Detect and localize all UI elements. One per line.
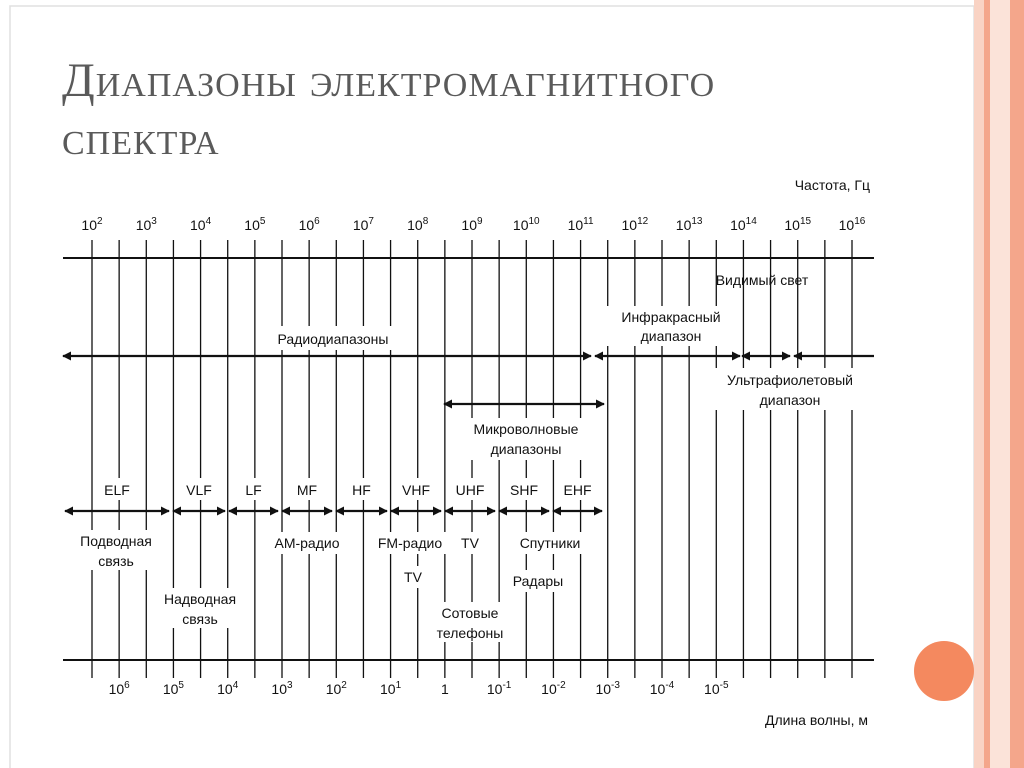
band-label-elf: ELF (104, 482, 130, 498)
frequency-tick-10-9: $10^9$ (461, 216, 483, 233)
wavelength-tick-labels (109, 680, 729, 697)
wavelength-tick-10-4: $10^4$ (217, 680, 239, 697)
microwave-label-line-1: Микроволновые (473, 421, 579, 437)
wavelength-tick-10--3: $10^{-3}$ (595, 680, 620, 697)
frequency-tick-10-2: $10^2$ (81, 216, 103, 233)
infrared-label-line-2: диапазон (640, 328, 702, 344)
wavelength-tick-1-0: 1 (440, 681, 449, 697)
radars-label: Радары (512, 573, 564, 589)
tv-lower-label: TV (404, 569, 422, 585)
wavelength-tick-10--5: $10^{-5}$ (704, 680, 729, 697)
am-radio-label: AM-радио (274, 535, 340, 551)
wavelength-tick-10-1: $10^1$ (380, 680, 402, 697)
underwater-comm-line-2: связь (98, 553, 134, 569)
frequency-tick-labels (81, 216, 865, 233)
wavelength-tick-10-3: $10^3$ (271, 680, 293, 697)
frequency-tick-10-14: $10^{14}$ (730, 216, 757, 233)
band-label-hf: HF (352, 482, 371, 498)
application-labels (64, 530, 594, 642)
wavelength-tick-10-2: $10^2$ (325, 680, 347, 697)
band-label-vlf: VLF (186, 482, 212, 498)
wavelength-axis-label: Длина волны, м (764, 712, 868, 728)
band-label-ehf: EHF (563, 482, 592, 498)
frequency-tick-10-3: $10^3$ (135, 216, 157, 233)
wavelength-tick-10--4: $10^{-4}$ (649, 680, 675, 697)
band-labels (97, 478, 598, 500)
frequency-tick-10-10: $10^{10}$ (512, 216, 540, 233)
frequency-tick-10-6: $10^6$ (298, 216, 320, 233)
frequency-tick-10-7: $10^7$ (352, 216, 374, 233)
title-line-2: спектра (62, 112, 220, 165)
frequency-tick-10-12: $10^{12}$ (621, 216, 649, 233)
frequency-tick-10-11: $10^{11}$ (567, 216, 594, 233)
frequency-tick-10-8: $10^8$ (407, 216, 429, 233)
frequency-axis-label: Частота, Гц (794, 177, 870, 193)
satellites-label: Спутники (519, 535, 581, 551)
frequency-tick-10-13: $10^{13}$ (675, 216, 703, 233)
band-label-shf: SHF (510, 482, 538, 498)
uv-label-line-1: Ультрафиолетовый (727, 372, 853, 388)
radio-range-label: Радиодиапазоны (277, 331, 389, 347)
frequency-tick-10-4: $10^4$ (190, 216, 212, 233)
underwater-comm-line-1: Подводная (80, 533, 152, 549)
surface-comm-line-1: Надводная (163, 591, 237, 607)
tv-upper-label: TV (461, 535, 479, 551)
microwave-label-line-2: диапазоны (490, 441, 562, 457)
surface-comm-line-2: связь (182, 611, 218, 627)
frequency-tick-10-16: $10^{16}$ (838, 216, 866, 233)
infrared-label-line-1: Инфракрасный (621, 309, 721, 325)
frequency-tick-10-5: $10^5$ (244, 216, 266, 233)
title-line-1: Диапазоны электромагнитного (62, 54, 716, 107)
uv-label-line-2: диапазон (759, 392, 821, 408)
frequency-tick-10-15: $10^{15}$ (784, 216, 812, 233)
wavelength-tick-10-5: $10^5$ (162, 680, 184, 697)
band-label-mf: MF (296, 482, 318, 498)
band-label-uhf: UHF (455, 482, 485, 498)
band-label-lf: LF (245, 482, 262, 498)
wavelength-tick-10-6: $10^6$ (108, 680, 130, 697)
fm-radio-label: FM-радио (377, 535, 443, 551)
cellular-line-1: Сотовые (441, 605, 499, 621)
wavelength-tick-10--2: $10^{-2}$ (541, 680, 566, 697)
band-label-vhf: VHF (402, 482, 430, 498)
cellular-line-2: телефоны (436, 625, 504, 641)
wavelength-tick-10--1: $10^{-1}$ (486, 680, 512, 697)
visible-light-label: Видимый свет (715, 272, 809, 288)
